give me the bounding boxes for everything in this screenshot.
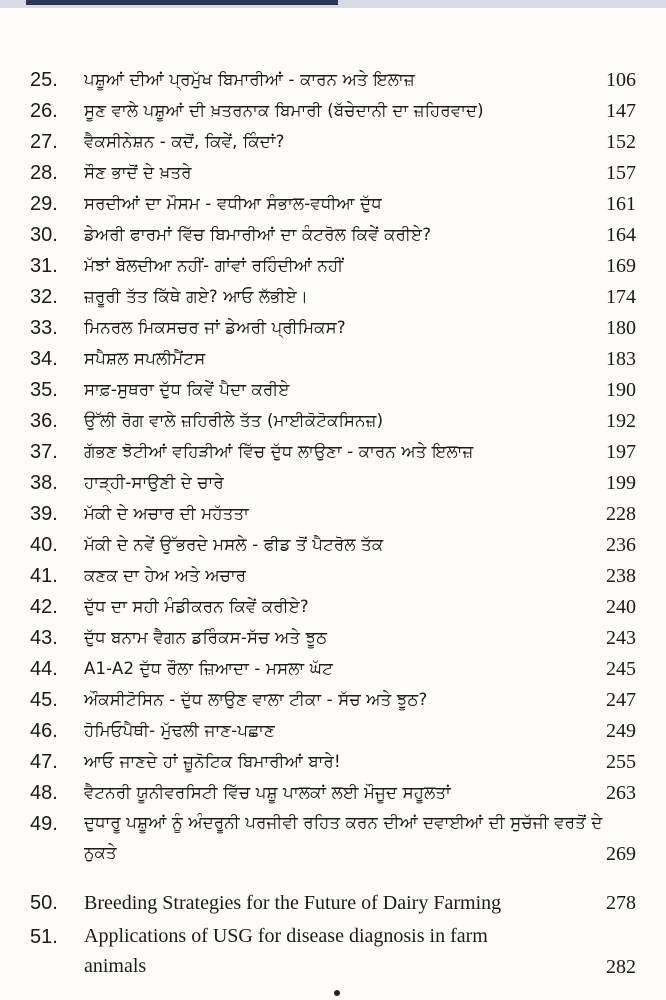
entry-number: 48. [30,782,58,804]
entry-number: 36. [30,410,58,432]
toc-entry[interactable] [0,887,666,919]
entry-page-number: 282 [606,956,636,978]
toc-entry[interactable] [0,684,666,716]
toc-entry[interactable] [0,591,666,623]
entry-title: Breeding Strategies for the Future of Dairy Farming [84,892,502,914]
entry-number: 39. [30,503,58,525]
entry-title: ਵੈਟਨਰੀ ਯੂਨੀਵਰਸਿਟੀ ਵਿੱਚ ਪਸ਼ੂ ਪਾਲਕਾਂ ਲਈ ਮੌਜੂਦ ਸਹੂਲਤਾਂ [84,783,451,802]
entry-page-number: 180 [606,317,636,339]
entry-title: ਦੁੱਧ ਬਨਾਮ ਵੈਗਨ ਡਰਿੰਕਸ-ਸੱਚ ਅਤੇ ਝੂਠ [84,628,328,647]
entry-number: 33. [30,317,58,339]
entry-title: ਹਾੜ੍ਹੀ-ਸਾਉਣੀ ਦੇ ਚਾਰੇ [84,473,224,492]
entry-page-number: 161 [606,193,636,215]
entry-page-number: 190 [606,379,636,401]
entry-page-number: 157 [606,162,636,184]
entry-title: ਗੱਭਣ ਝੋਟੀਆਂ ਵਹਿੜੀਆਂ ਵਿੱਚ ਦੁੱਧ ਲਾਉਣਾ - ਕਾਰਨ ਅਤੇ ਇਲਾਜ਼ [84,442,474,461]
toc-entry[interactable] [0,529,666,561]
top-edge-bar [26,0,338,5]
entry-page-number: 164 [606,224,636,246]
toc-entry[interactable] [0,467,666,499]
entry-number: 42. [30,596,58,618]
entry-number: 40. [30,534,58,556]
entry-title: ਸਰਦੀਆਂ ਦਾ ਮੌਸਮ - ਵਧੀਆ ਸੰਭਾਲ-ਵਧੀਆ ਦੁੱਧ [84,194,382,213]
entry-title: ਉੱਲੀ ਰੋਗ ਵਾਲੇ ਜ਼ਹਿਰੀਲੇ ਤੱਤ (ਮਾਈਕੋਟੋਕਸਿਨਜ਼) [84,411,384,430]
entry-page-number: 174 [606,286,636,308]
toc-entry[interactable] [0,312,666,344]
entry-number: 49. [30,813,58,835]
entry-page-number: 236 [606,534,636,556]
entry-page-number: 247 [606,689,636,711]
entry-page-number: 269 [606,843,636,865]
toc-entry[interactable] [0,95,666,127]
toc-entry[interactable] [0,405,666,437]
entry-number: 28. [30,162,58,184]
entry-page-number: 278 [606,892,636,914]
entry-page-number: 249 [606,720,636,742]
entry-title: Applications of USG for disease diagnosis in farm animals [84,925,488,977]
entry-page-number: 192 [606,410,636,432]
entry-title: ਸੌਣ ਭਾਦੋਂ ਦੇ ਖ਼ਤਰੇ [84,163,192,182]
toc-entry[interactable] [0,219,666,251]
entry-number: 27. [30,131,58,153]
entry-number: 47. [30,751,58,773]
toc-entry[interactable] [0,157,666,189]
toc-entry[interactable] [0,436,666,468]
entry-page-number: 238 [606,565,636,587]
entry-title: ਸੂਣ ਵਾਲੇ ਪਸ਼ੂਆਂ ਦੀ ਖ਼ਤਰਨਾਕ ਬਿਮਾਰੀ (ਬੱਚੇਦਾਨੀ ਦਾ ਜ਼ਹਿਰਵਾਦ) [84,101,484,120]
entry-title: ਕਣਕ ਦਾ ਹੇਅ ਅਤੇ ਅਚਾਰ [84,566,247,585]
entry-page-number: 255 [606,751,636,773]
entry-number: 31. [30,255,58,277]
entry-number: 32. [30,286,58,308]
entry-number: 37. [30,441,58,463]
toc-entry[interactable] [0,715,666,747]
entry-number: 34. [30,348,58,370]
toc-entry[interactable] [0,498,666,530]
entry-number: 51. [30,926,58,948]
entry-page-number: 106 [606,69,636,91]
entry-page-number: 228 [606,503,636,525]
entry-page-number: 245 [606,658,636,680]
entry-title: A1-A2 ਦੁੱਧ ਰੌਲਾ ਜ਼ਿਆਦਾ - ਮਸਲਾ ਘੱਟ [84,659,334,678]
toc-entry[interactable] [0,250,666,282]
entry-title: ਮੱਕੀ ਦੇ ਨਵੇਂ ਉੱਭਰਦੇ ਮਸਲੇ - ਫੀਡ ਤੋਂ ਪੈਟਰੋਲ ਤੱਕ [84,535,384,554]
entry-page-number: 263 [606,782,636,804]
toc-entry[interactable] [0,622,666,654]
toc-entry[interactable] [0,560,666,592]
entry-title: ਦੁੱਧ ਦਾ ਸਹੀ ਮੰਡੀਕਰਨ ਕਿਵੇਂ ਕਰੀਏ? [84,597,309,616]
entry-page-number: 197 [606,441,636,463]
top-edge-band [0,0,666,8]
entry-title: ਵੈਕਸੀਨੇਸ਼ਨ - ਕਦੋਂ, ਕਿਵੇਂ, ਕਿੰਦਾਂ? [84,132,285,151]
entry-number: 26. [30,100,58,122]
entry-number: 35. [30,379,58,401]
entry-title: ਸਾਫ਼-ਸੁਥਰਾ ਦੁੱਧ ਕਿਵੇਂ ਪੈਦਾ ਕਰੀਏ [84,380,290,399]
entry-number: 44. [30,658,58,680]
page-edge-mark [334,990,340,996]
entry-number: 29. [30,193,58,215]
entry-page-number: 240 [606,596,636,618]
entry-number: 25. [30,69,58,91]
toc-entry[interactable] [0,374,666,406]
entry-page-number: 183 [606,348,636,370]
toc-entry[interactable] [0,281,666,313]
entry-title: ਡੇਅਰੀ ਫਾਰਮਾਂ ਵਿੱਚ ਬਿਮਾਰੀਆਂ ਦਾ ਕੰਟਰੋਲ ਕਿਵੇਂ ਕਰੀਏ? [84,225,432,244]
entry-title: ਮਿਨਰਲ ਮਿਕਸਚਰ ਜਾਂ ਡੇਅਰੀ ਪ੍ਰੀਮਿਕਸ? [84,318,346,337]
entry-title: ਮੱਝਾਂ ਬੋਲਦੀਆ ਨਹੀਂ- ਗਾਂਵਾਂ ਰਹਿੰਦੀਆਂ ਨਹੀਂ [84,256,344,275]
entry-page-number: 243 [606,627,636,649]
entry-number: 46. [30,720,58,742]
entry-number: 30. [30,224,58,246]
toc-entry[interactable] [0,777,666,809]
entry-title: ਆਓ ਜਾਣਦੇ ਹਾਂ ਜ਼ੂਨੋਟਿਕ ਬਿਮਾਰੀਆਂ ਬਾਰੇ! [84,752,341,771]
entry-page-number: 147 [606,100,636,122]
entry-title: ਔਕਸੀਟੋਸਿਨ - ਦੁੱਧ ਲਾਉਣ ਵਾਲਾ ਟੀਕਾ - ਸੱਚ ਅਤੇ ਝੂਠ? [84,690,428,709]
toc-entry[interactable] [0,343,666,375]
entry-page-number: 199 [606,472,636,494]
entry-number: 43. [30,627,58,649]
entry-number: 50. [30,892,58,914]
entry-number: 45. [30,689,58,711]
entry-page-number: 169 [606,255,636,277]
entry-title: ਜ਼ਰੂਰੀ ਤੱਤ ਕਿੱਥੇ ਗਏ? ਆਓ ਲੱਭੀਏ। [84,287,309,306]
entry-number: 38. [30,472,58,494]
entry-page-number: 152 [606,131,636,153]
entry-number: 41. [30,565,58,587]
toc-entry[interactable] [0,746,666,778]
toc-entry[interactable] [0,126,666,158]
entry-title: ਦੁਧਾਰੂ ਪਸ਼ੂਆਂ ਨੂੰ ਅੰਦਰੂਨੀ ਪਰਜੀਵੀ ਰਹਿਤ ਕਰਨ ਦੀਆਂ ਦਵਾਈਆਂ ਦੀ ਸੁਚੱਜੀ ਵਰਤੋਂ ਦੇ ਨੁਕਤੇ [84,813,603,862]
toc-entry[interactable] [0,64,666,96]
toc-entry[interactable] [0,808,666,870]
entry-title: ਪਸ਼ੂਆਂ ਦੀਆਂ ਪ੍ਰਮੁੱਖ ਬਿਮਾਰੀਆਂ - ਕਾਰਨ ਅਤੇ ਇਲਾਜ਼ [84,70,415,89]
toc-entry[interactable] [0,921,666,983]
entry-title: ਹੋਮਿਓਪੈਥੀ- ਮੁੱਢਲੀ ਜਾਣ-ਪਛਾਣ [84,721,275,740]
entry-title: ਸਪੈਸ਼ਲ ਸਪਲੀਮੈਂਟਸ [84,349,206,368]
entry-title: ਮੱਕੀ ਦੇ ਅਚਾਰ ਦੀ ਮਹੱਤਤਾ [84,504,249,523]
toc-entry[interactable] [0,188,666,220]
toc-entry[interactable] [0,653,666,685]
